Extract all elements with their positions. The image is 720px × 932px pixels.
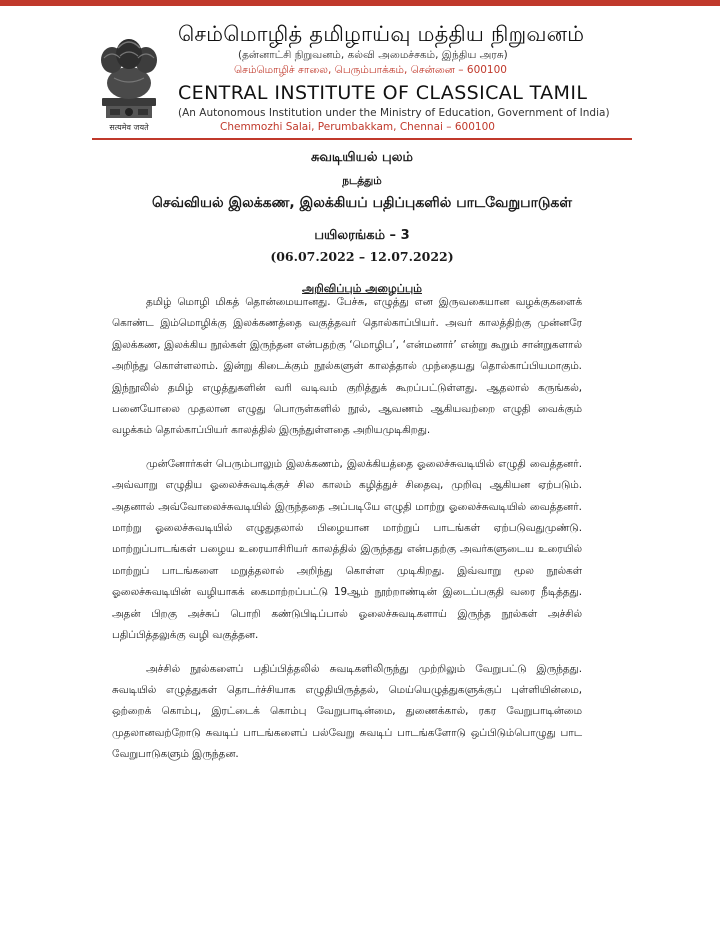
letterhead xyxy=(0,14,720,134)
session-number: பயிலரங்கம் – 3 xyxy=(314,228,410,243)
workshop-title: செவ்வியல் இலக்கண, இலக்கியப் பதிப்புகளில் பாடவேறுபாடுகள் xyxy=(152,195,572,211)
letterhead-text xyxy=(178,20,698,134)
institute-address-english: Chemmozhi Salai, Perumbakkam, Chennai – 600100 xyxy=(220,121,495,133)
institute-subtitle-tamil: (தன்னாட்சி நிறுவனம், கல்வி அமைச்சகம், இந்திய அரசு) xyxy=(238,49,508,61)
paragraph: முன்னோர்கள் பெரும்பாலும் இலக்கணம், இலக்கியத்தை ஓலைச்சுவடியில் எழுதி வைத்தனர். அவ்வாறு எழுதிய ஓலைச்சுவடிக்குச் சில காலம் கழித்துச் சிதைவு, முறிவு ஆகியன ஏற்படும். அதனால் அவ்வோலைச்சுவடியில் இருந்ததை அப்படியே எழுதி மாற்று ஓலைச்சுவடியில் வைத்தனர். மாற்று ஓலைச்சுவடியில் எழுதுதலால் பிழையான மாற்றுப் பாடங்கள் ஏற்படுவதுமுண்டு. மாற்றுப்பாடங்கள் பழைய உரையாசிரியர் காலத்தில் இருந்தது என்பதற்கு அவர்களுடைய உரையில் மாற்றுப் பாடங்களை மறுத்தலால் அறிந்து கொள்ள முடிகிறது. இவ்வாறு மூல நூல்கள் ஓலைச்சுவடியின் வழியாகக் கைமாற்றப்பட்டு 19ஆம் நூற்றாண்டின் இடைப்பகுதி வரை நீடித்தது. அதன் பிறகு அச்சுப் பொறி கண்டுபிடிப்பால் ஓலைச்சுவடிகளாய் இருந்த நூல்கள் அச்சில் பதிப்பித்தலுக்கு வழி வகுத்தன. xyxy=(112,457,582,642)
state-emblem-icon xyxy=(94,22,164,134)
paragraph: தமிழ் மொழி மிகத் தொன்மையானது. பேச்சு, எழுத்து என இருவகையான வழக்குகளைக் கொண்ட இம்மொழிக்கு இலக்கணத்தை வகுத்தவர் தொல்காப்பியர். அவர் காலத்திற்கு முன்னரே இலக்கண, இலக்கிய நூல்கள் இருந்தன என்பதற்கு ‘மொழிப’, ‘என்மனார்’ என்று கூறும் சான்றுகளால் அறிந்து கொள்ளலாம். இன்று கிடைக்கும் நூல்களுள் காலத்தால் முந்தையது தொல்காப்பியமாகும். இந்நூலில் தமிழ் எழுத்துகளின் வரி வடிவம் குறித்துக் கூறப்பட்டுள்ளது. ஆதலால் கருங்கல், பனையோலை முதலான எழுது பொருள்களில் நூல், ஆவணம் ஆகியவற்றை எழுதி வைக்கும் வழக்கம் தொல்காப்பியர் காலத்தில் இருந்துள்ளதை அறியமுடிகிறது. xyxy=(112,296,582,437)
notice-heading: அறிவிப்பும் அழைப்பும் xyxy=(302,282,422,295)
institute-address-tamil: செம்மொழிச் சாலை, பெரும்பாக்கம், சென்னை – 600100 xyxy=(234,64,507,76)
institute-subtitle-english: (An Autonomous Institution under the Ministry of Education, Government of India) xyxy=(178,107,610,119)
session-dates: (06.07.2022 – 12.07.2022) xyxy=(270,249,454,264)
paragraph: அச்சில் நூல்களைப் பதிப்பித்தலில் சுவடிகளிலிருந்து முற்றிலும் வேறுபட்டு இருந்தது. சுவடியில் எழுத்துகள் தொடர்ச்சியாக எழுதியிருத்தல், மெய்யெழுத்துகளுக்குப் புள்ளியின்மை, ஒற்றைக் கொம்பு, இரட்டைக் கொம்பு வேறுபாடின்மை, துணைக்கால், ரகர வேறுபாடின்மை முதலானவற்றோடு சுவடிப் பாடங்களைப் பல்வேறு சுவடிப் பாடங்களோடு ஒப்பிடும்பொழுது பாட வேறுபாடுகளும் இருந்தன. xyxy=(112,662,582,761)
document-headings xyxy=(92,148,632,298)
emblem-motto: सत्यमेव जयते xyxy=(109,123,149,132)
letterhead-divider xyxy=(92,138,632,140)
department-heading: சுவடியியல் புலம் xyxy=(310,150,413,165)
conducts-label: நடத்தும் xyxy=(342,175,382,187)
institute-name-tamil: செம்மொழித் தமிழாய்வு மத்திய நிறுவனம் xyxy=(178,22,585,46)
top-accent-bar xyxy=(0,0,720,6)
institute-name-english: CENTRAL INSTITUTE OF CLASSICAL TAMIL xyxy=(178,82,588,104)
document-body xyxy=(112,292,582,778)
